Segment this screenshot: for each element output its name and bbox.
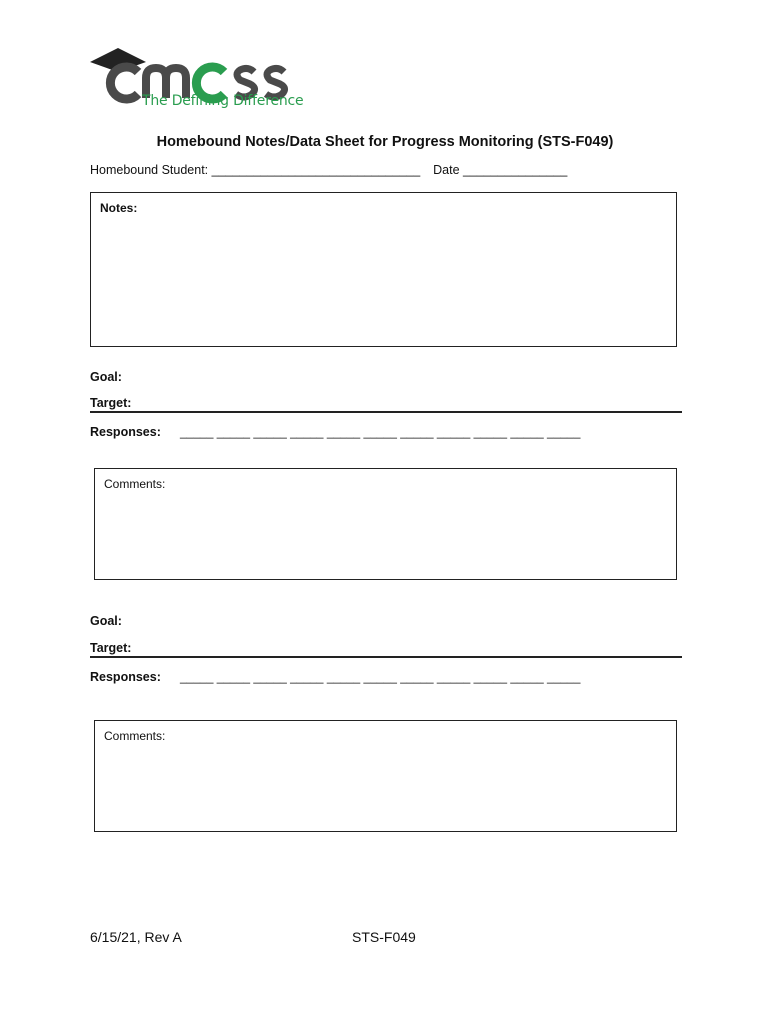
target-label-2: Target: [90, 641, 132, 655]
responses-label-2: Responses: [90, 670, 161, 684]
comments-label-1: Comments: [104, 477, 166, 491]
footer-form-id: STS-F049 [352, 929, 416, 945]
responses-blanks-2[interactable]: _____ _____ _____ _____ _____ _____ _____ _____ _____ _____ _____ [180, 670, 581, 684]
logo-tagline: The Defining Difference [142, 93, 304, 109]
date-field[interactable]: _______________ [463, 163, 568, 177]
responses-blanks-1[interactable]: _____ _____ _____ _____ _____ _____ _____ _____ _____ _____ _____ [180, 425, 581, 439]
homebound-student-field[interactable]: ______________________________ [211, 163, 421, 177]
footer-revision: 6/15/21, Rev A [90, 929, 182, 945]
responses-label-1: Responses: [90, 425, 161, 439]
page-title: Homebound Notes/Data Sheet for Progress Monitoring (STS-F049) [156, 134, 614, 150]
notes-label: Notes: [100, 201, 138, 215]
homebound-student-label: Homebound Student: [90, 163, 209, 177]
comments-box-2[interactable] [94, 720, 677, 832]
student-line [90, 163, 567, 177]
target-label-1: Target: [90, 396, 132, 410]
comments-box-1[interactable] [94, 468, 677, 580]
date-label: Date [433, 163, 460, 177]
section-divider-2 [90, 656, 682, 658]
notes-box[interactable] [90, 192, 677, 347]
goal-label-1: Goal: [90, 370, 122, 384]
section-divider-1 [90, 411, 682, 413]
comments-label-2: Comments: [104, 729, 166, 743]
goal-label-2: Goal: [90, 614, 122, 628]
